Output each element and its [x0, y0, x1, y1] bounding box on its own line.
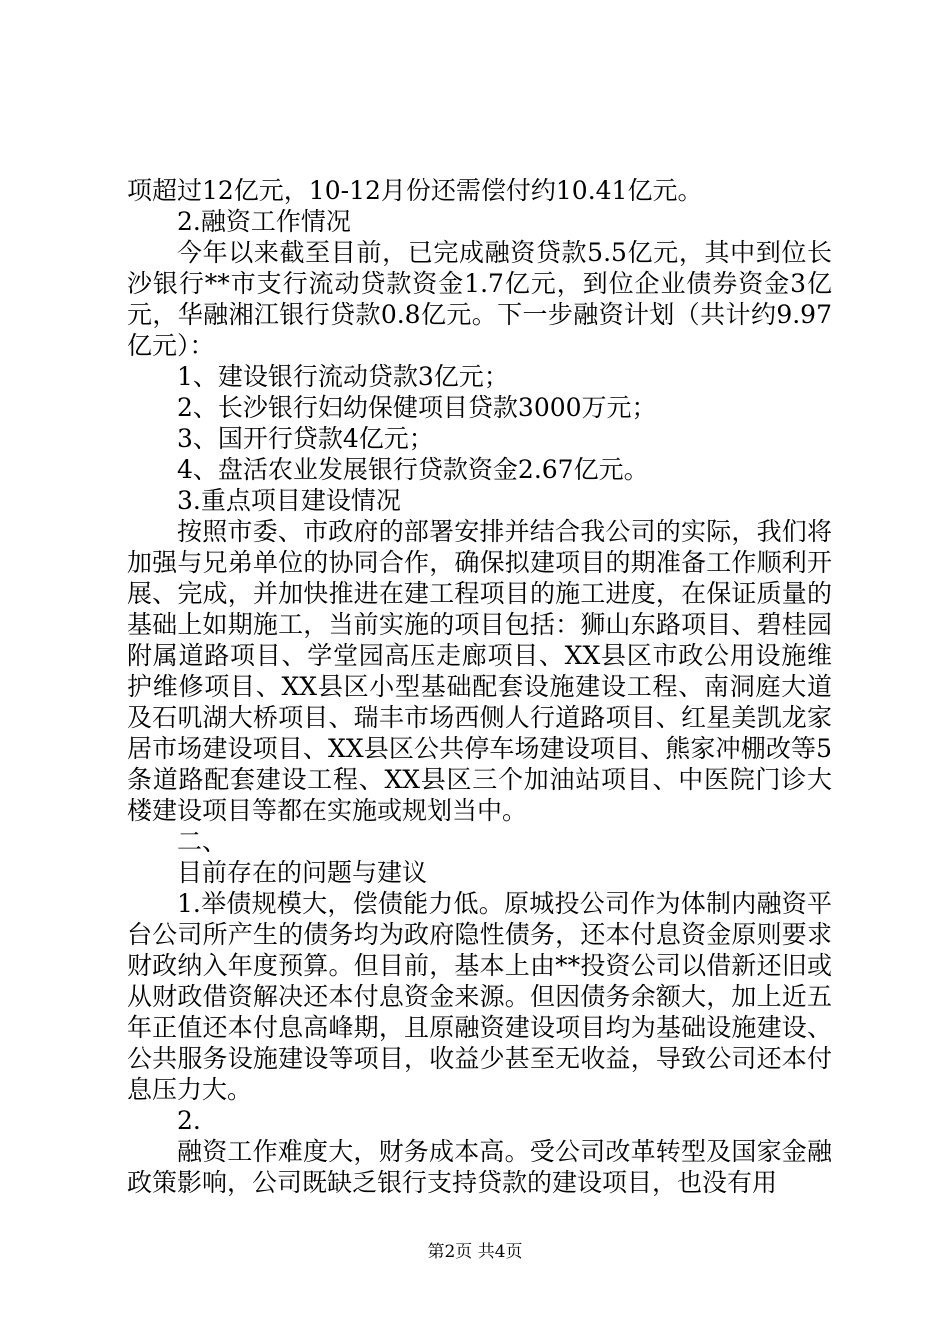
list-item: 4、盘活农业发展银行贷款资金2.67亿元。 [177, 455, 649, 484]
section-heading: 目前存在的问题与建议 [177, 858, 428, 887]
document-body [127, 175, 832, 1198]
paragraph: 今年以来截至目前，已完成融资贷款5.5亿元，其中到位长沙银行**市支行流动贷款资金1.7亿元，到位企业债券资金3亿元，华融湘江银行贷款0.8亿元。下一步融资计划（共计约9.97亿元）： [127, 238, 832, 360]
paragraph: 融资工作难度大，财务成本高。受公司改革转型及国家金融政策影响，公司既缺乏银行支持贷款的建设项目，也没有用 [127, 1137, 832, 1197]
paragraph: 项超过12亿元，10-12月份还需偿付约10.41亿元。 [127, 176, 703, 205]
section-heading: 3.重点项目建设情况 [177, 486, 401, 515]
section-heading: 2.融资工作情况 [177, 207, 351, 236]
section-heading: 二、 [177, 827, 228, 856]
list-item: 2、长沙银行妇幼保健项目贷款3000万元； [177, 393, 657, 422]
page-number-footer: 第2页 共4页 [427, 1242, 523, 1262]
list-item: 1、建设银行流动贷款3亿元； [177, 362, 509, 391]
list-item: 3、国开行贷款4亿元； [177, 424, 434, 453]
paragraph: 按照市委、市政府的部署安排并结合我公司的实际，我们将加强与兄弟单位的协同合作，确保拟建项目的期准备工作顺利开展、完成，并加快推进在建工程项目的施工进度，在保证质量的基础上如期施工，当前实施的项目包括：狮山东路项目、碧桂园附属道路项目、学堂园高压走廊项目、XX县区市政公用设施维护维修项目、XX县区小型基础配套设施建设工程、南洞庭大道及石叽湖大桥项目、瑞丰市场西侧人行道路项目、红星美凯龙家居市场建设项目、XX县区公共停车场建设项目、熊家冲棚改等5条道路配套建设工程、XX县区三个加油站项目、中医院门诊大楼建设项目等都在实施或规划当中。 [127, 517, 832, 825]
paragraph: 1.举债规模大，偿债能力低。原城投公司作为体制内融资平台公司所产生的债务均为政府隐性债务，还本付息资金原则要求财政纳入年度预算。但目前，基本上由**投资公司以借新还旧或从财政借资解决还本付息资金来源。但因债务余额大，加上近五年正值还本付息高峰期，且原融资建设项目均为基础设施建设、公共服务设施建设等项目，收益少甚至无收益，导致公司还本付息压力大。 [127, 889, 832, 1104]
section-heading: 2. [177, 1106, 201, 1135]
